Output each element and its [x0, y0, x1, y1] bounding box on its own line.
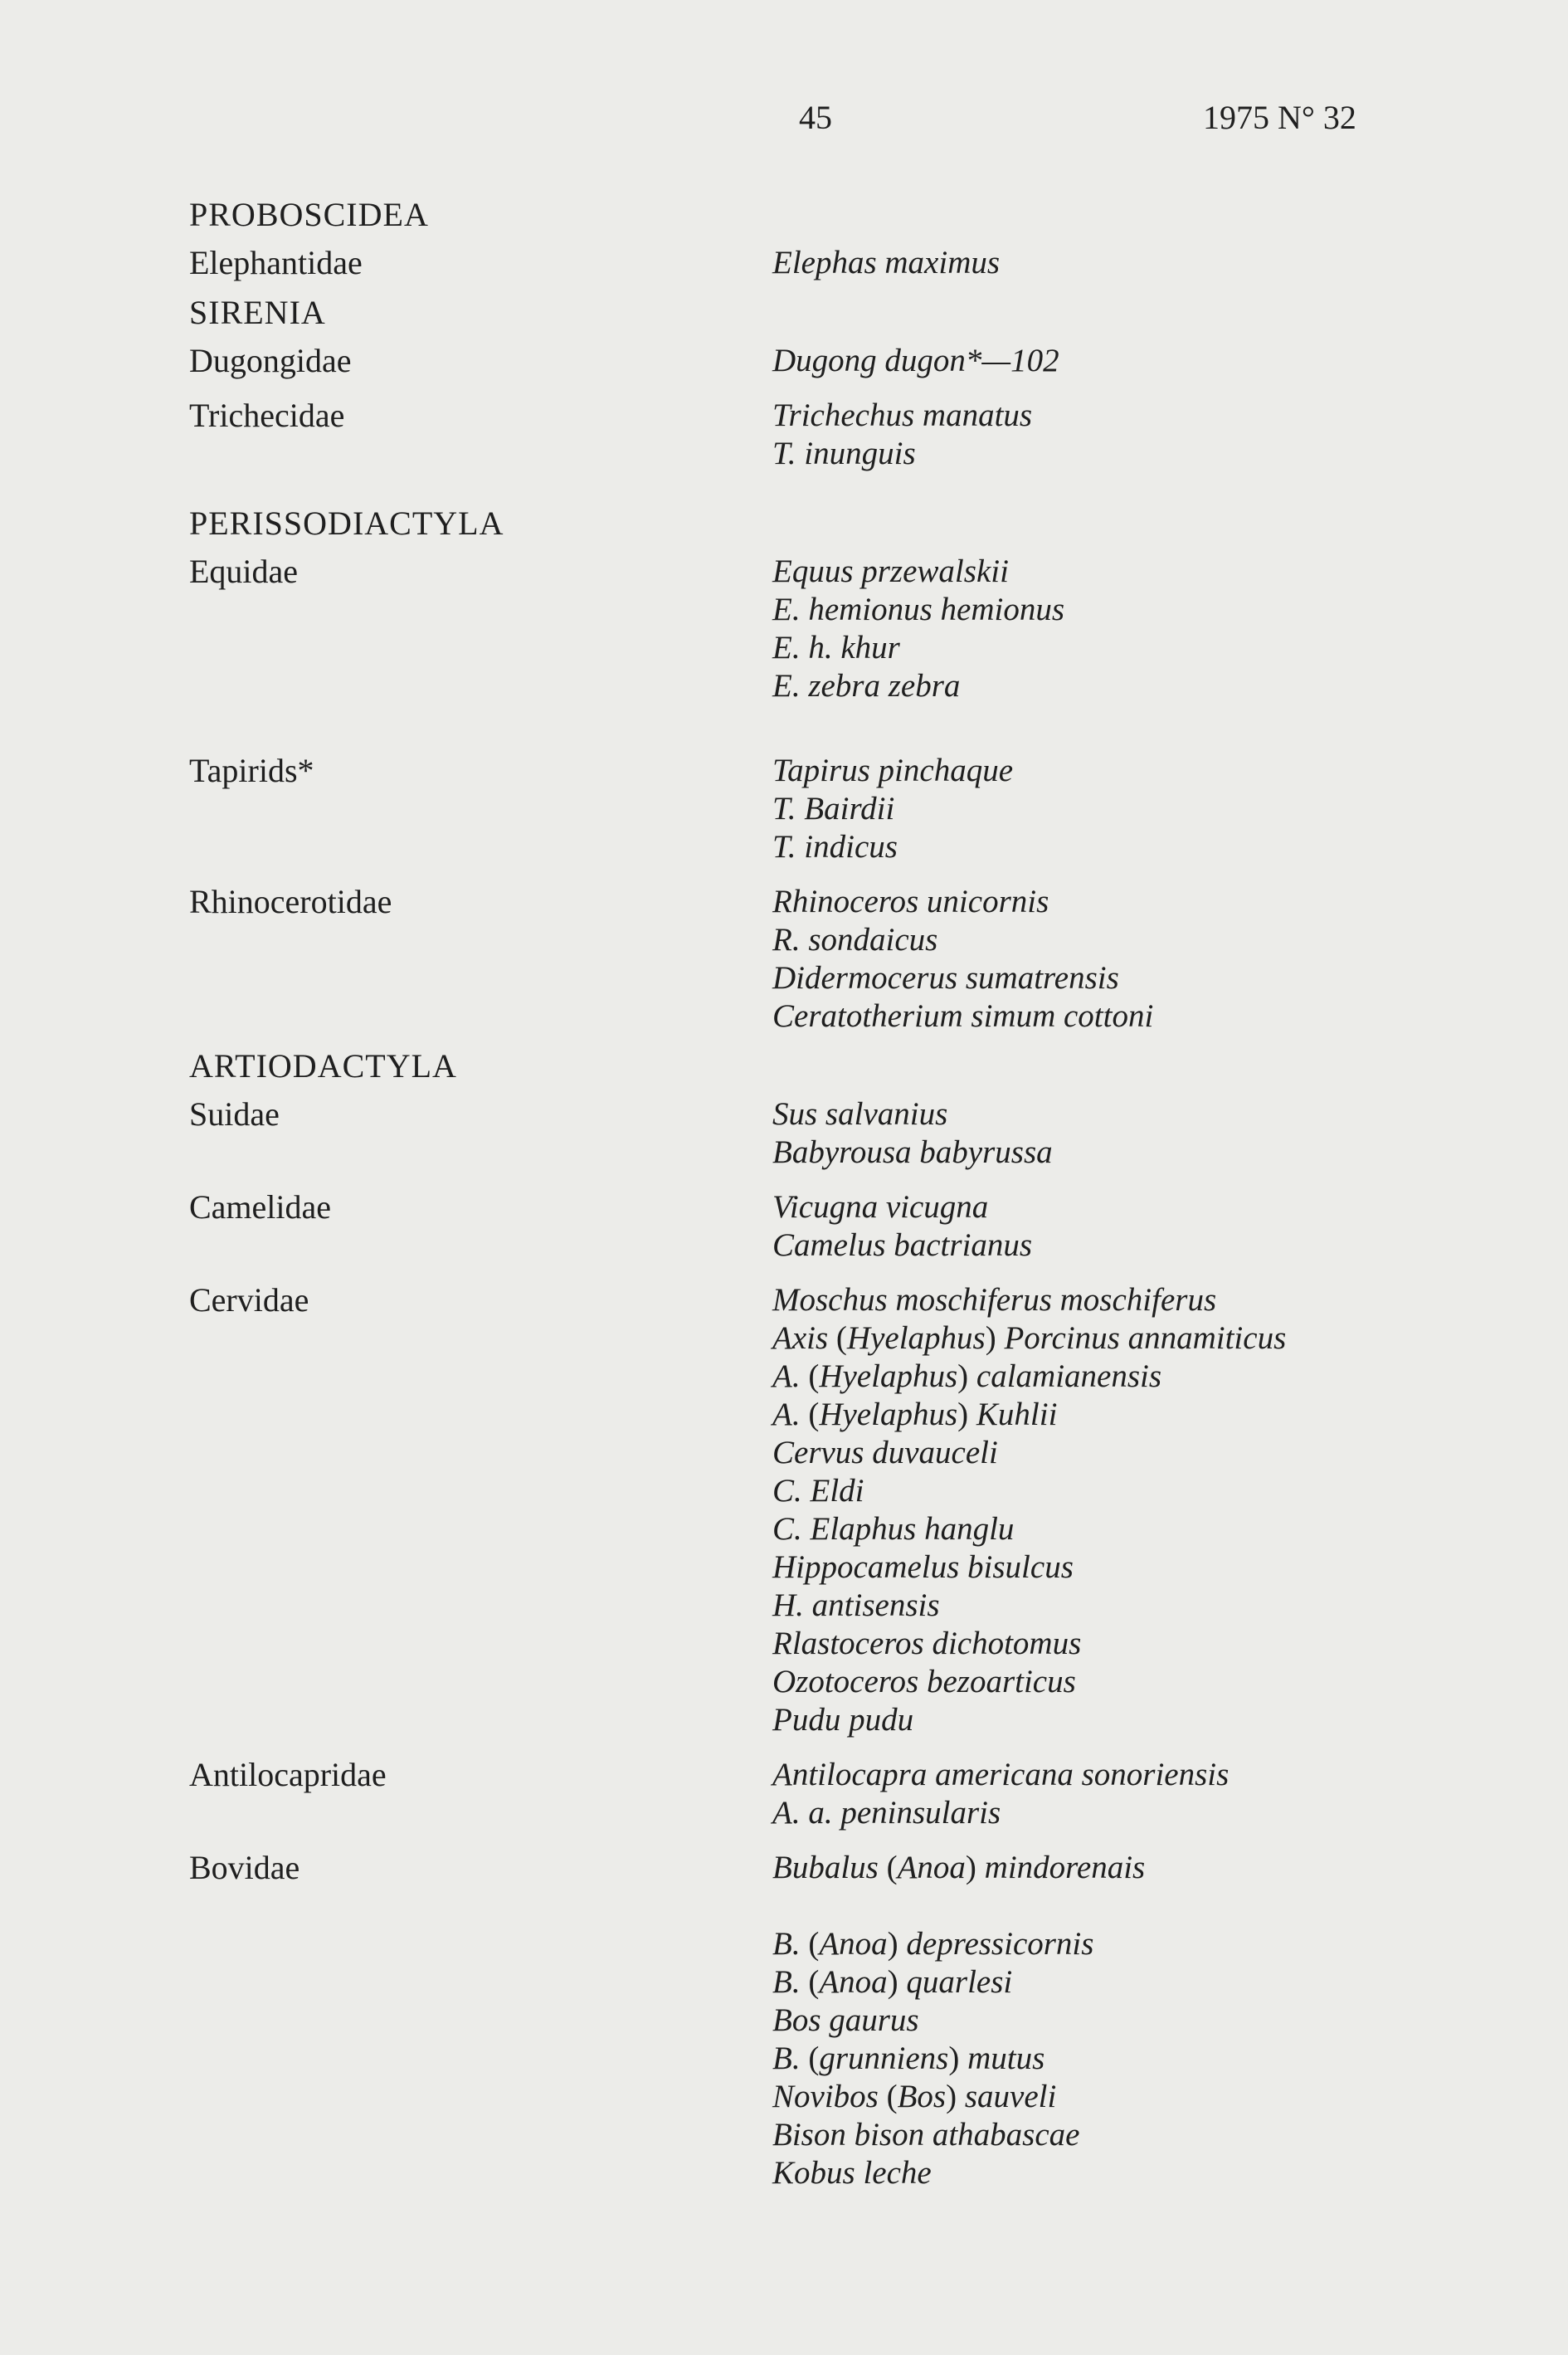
species-name: Hippocamelus bisulcus: [772, 1549, 1074, 1585]
species-name: Dugong dugon*—102: [772, 343, 1059, 378]
species-name: Tapirus pinchaque: [772, 753, 1014, 788]
species-name: Vicugna vicugna: [772, 1189, 989, 1225]
species-name: Antilocapra americana sonoriensis: [772, 1757, 1230, 1792]
species-name: T. indicus: [772, 829, 898, 865]
species-name: E. h. khur: [772, 630, 900, 666]
species-name: B. (Anoa) quarlesi: [772, 1964, 1013, 2000]
species-name: [772, 1887, 1434, 1925]
family-row: [189, 883, 1434, 1036]
family-name: Suidae: [189, 1095, 280, 1133]
family-name: Equidae: [189, 553, 299, 590]
species-name: Camelus bactrianus: [772, 1227, 1033, 1263]
species-name: A. a. peninsularis: [772, 1795, 1001, 1831]
species-name: Cervus duvauceli: [772, 1435, 998, 1470]
species-list: [189, 184, 1434, 2192]
species-name: Rhinoceros unicornis: [772, 884, 1049, 919]
species-name: Trichechus manatus: [772, 397, 1033, 433]
order-heading: SIRENIA: [189, 294, 326, 331]
page-number: 45: [799, 99, 832, 136]
species-column: [772, 1756, 1434, 1832]
family-name: Camelidae: [189, 1188, 332, 1226]
species-column: [772, 1281, 1434, 1739]
species-name: B. (grunniens) mutus: [772, 2041, 1045, 2076]
family-row: [189, 752, 1434, 866]
species-name: B. (Anoa) depressicornis: [772, 1926, 1094, 1962]
species-name: A. (Hyelaphus) calamianensis: [772, 1358, 1162, 1394]
species-name: Novibos (Bos) sauveli: [772, 2079, 1057, 2114]
species-name: C. Elaphus hanglu: [772, 1511, 1015, 1547]
family-row: [189, 553, 1434, 705]
species-name: Ozotoceros bezoarticus: [772, 1664, 1076, 1699]
family-name: Elephantidae: [189, 244, 363, 281]
family-name: Rhinocerotidae: [189, 883, 392, 920]
species-name: R. sondaicus: [772, 922, 938, 958]
family-row: [189, 1095, 1434, 1172]
species-name: Moschus moschiferus moschiferus: [772, 1282, 1217, 1318]
species-column: [772, 883, 1434, 1036]
species-name: T. Bairdii: [772, 791, 895, 826]
family-row: [189, 1849, 1434, 2192]
species-column: [772, 553, 1434, 705]
species-column: [772, 342, 1434, 380]
family-row: [189, 342, 1434, 380]
species-name: H. antisensis: [772, 1587, 940, 1623]
species-name: Pudu pudu: [772, 1702, 914, 1738]
species-name: Sus salvanius: [772, 1096, 948, 1132]
species-name: C. Eldi: [772, 1473, 864, 1509]
species-column: [772, 244, 1434, 282]
family-name: Dugongidae: [189, 342, 352, 379]
issue-label: 1975 N° 32: [1203, 99, 1356, 136]
species-name: Didermocerus sumatrensis: [772, 960, 1119, 996]
species-name: Axis (Hyelaphus) Porcinus annamiticus: [772, 1320, 1287, 1356]
species-column: [772, 752, 1434, 866]
species-name: Ceratotherium simum cottoni: [772, 998, 1154, 1034]
family-name: Antilocapridae: [189, 1756, 387, 1793]
species-name: Bos gaurus: [772, 2002, 919, 2038]
family-name: Cervidae: [189, 1281, 309, 1319]
family-name: Bovidae: [189, 1849, 300, 1886]
family-row: [189, 1188, 1434, 1265]
species-column: [772, 1849, 1434, 2192]
species-name: Equus przewalskii: [772, 553, 1009, 589]
species-name: Bison bison athabascae: [772, 2117, 1080, 2153]
family-row: [189, 244, 1434, 282]
family-row: [189, 1756, 1434, 1832]
order-heading: PROBOSCIDEA: [189, 196, 429, 233]
family-row: [189, 397, 1434, 473]
species-name: Bubalus (Anoa) mindorenais: [772, 1850, 1146, 1885]
species-name: Rlastoceros dichotomus: [772, 1626, 1082, 1661]
species-name: Babyrousa babyrussa: [772, 1134, 1053, 1170]
family-name: Trichecidae: [189, 397, 345, 434]
species-column: [772, 1095, 1434, 1172]
species-column: [772, 397, 1434, 473]
species-name: E. hemionus hemionus: [772, 592, 1065, 627]
order-heading: ARTIODACTYLA: [189, 1047, 457, 1085]
species-name: T. inunguis: [772, 436, 916, 471]
species-name: E. zebra zebra: [772, 668, 961, 704]
species-name: A. (Hyelaphus) Kuhlii: [772, 1397, 1058, 1432]
family-row: [189, 1281, 1434, 1739]
order-heading: PERISSODIACTYLA: [189, 505, 504, 542]
family-name: Tapirids*: [189, 752, 314, 789]
species-name: Elephas maximus: [772, 245, 1001, 280]
species-name: Kobus leche: [772, 2155, 932, 2191]
species-column: [772, 1188, 1434, 1265]
